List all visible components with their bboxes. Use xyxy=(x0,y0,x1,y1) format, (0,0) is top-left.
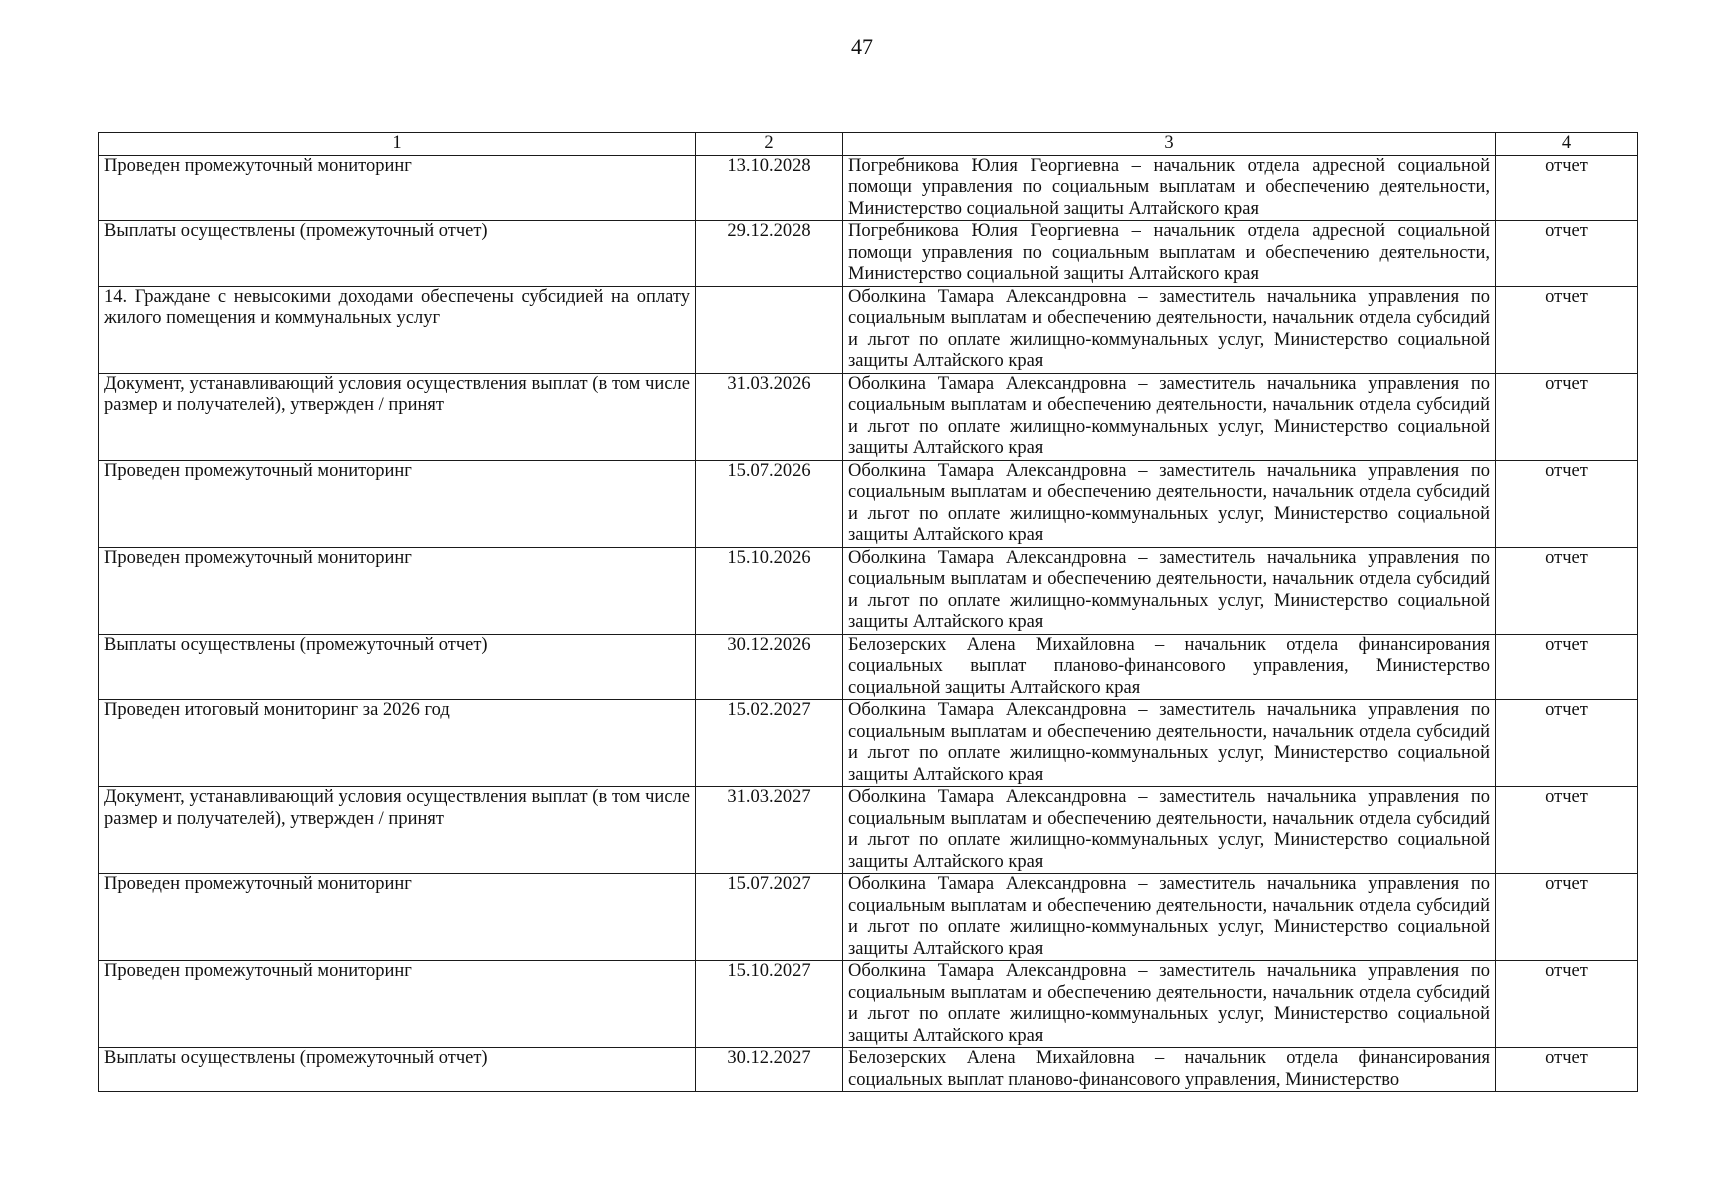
table-row xyxy=(99,155,1638,221)
date-cell: 13.10.2028 xyxy=(696,155,843,221)
event-cell: Документ, устанавливающий условия осуществления выплат (в том числе размер и получателей), утвержден / принят xyxy=(99,787,696,874)
responsible-cell: Оболкина Тамара Александровна – заместитель начальника управления по социальным выплатам и обеспечению деятельности, начальник отдела субсидий и льгот по оплате жилищно-коммунальных услуг, Министерство социальной защиты Алтайского края xyxy=(843,460,1496,547)
document-type-cell: отчет xyxy=(1496,460,1638,547)
date-cell: 15.10.2026 xyxy=(696,547,843,634)
document-type-cell: отчет xyxy=(1496,221,1638,287)
responsible-cell: Погребникова Юлия Георгиевна – начальник отдела адресной социальной помощи управления по социальным выплатам и обеспечению деятельности, Министерство социальной защиты Алтайского края xyxy=(843,155,1496,221)
responsible-cell: Оболкина Тамара Александровна – заместитель начальника управления по социальным выплатам и обеспечению деятельности, начальник отдела субсидий и льгот по оплате жилищно-коммунальных услуг, Министерство социальной защиты Алтайского края xyxy=(843,874,1496,961)
date-cell: 31.03.2026 xyxy=(696,373,843,460)
responsible-cell: Оболкина Тамара Александровна – заместитель начальника управления по социальным выплатам и обеспечению деятельности, начальник отдела субсидий и льгот по оплате жилищно-коммунальных услуг, Министерство социальной защиты Алтайского края xyxy=(843,961,1496,1048)
event-cell: Выплаты осуществлены (промежуточный отчет) xyxy=(99,634,696,700)
responsible-cell: Погребникова Юлия Георгиевна – начальник отдела адресной социальной помощи управления по социальным выплатам и обеспечению деятельности, Министерство социальной защиты Алтайского края xyxy=(843,221,1496,287)
responsible-text: Белозерских Алена Михайловна – начальник отдела финансирования социальных выплат планово-финансового управления, Министерство xyxy=(848,1048,1490,1090)
responsible-cell: Оболкина Тамара Александровна – заместитель начальника управления по социальным выплатам и обеспечению деятельности, начальник отдела субсидий и льгот по оплате жилищно-коммунальных услуг, Министерство социальной защиты Алтайского края xyxy=(843,787,1496,874)
date-cell: 15.10.2027 xyxy=(696,961,843,1048)
column-header-2: 2 xyxy=(696,133,843,156)
document-type-cell: отчет xyxy=(1496,787,1638,874)
event-cell: Проведен промежуточный мониторинг xyxy=(99,874,696,961)
responsible-cell: Оболкина Тамара Александровна – заместитель начальника управления по социальным выплатам и обеспечению деятельности, начальник отдела субсидий и льгот по оплате жилищно-коммунальных услуг, Министерство социальной защиты Алтайского края xyxy=(843,547,1496,634)
event-cell: Проведен промежуточный мониторинг xyxy=(99,155,696,221)
table-row xyxy=(99,286,1638,373)
event-cell: Проведен промежуточный мониторинг xyxy=(99,460,696,547)
responsible-cell xyxy=(843,1048,1496,1092)
document-type-cell: отчет xyxy=(1496,1048,1638,1092)
event-cell: Выплаты осуществлены (промежуточный отчет) xyxy=(99,221,696,287)
date-cell: 15.07.2027 xyxy=(696,874,843,961)
document-type-cell: отчет xyxy=(1496,286,1638,373)
table-row xyxy=(99,221,1638,287)
date-cell: 31.03.2027 xyxy=(696,787,843,874)
page-number: 47 xyxy=(851,34,873,59)
date-cell: 15.02.2027 xyxy=(696,700,843,787)
responsible-cell: Белозерских Алена Михайловна – начальник отдела финансирования социальных выплат планово-финансового управления, Министерство социальной защиты Алтайского края xyxy=(843,634,1496,700)
table-row xyxy=(99,787,1638,874)
document-type-cell: отчет xyxy=(1496,373,1638,460)
date-cell: 15.07.2026 xyxy=(696,460,843,547)
date-cell xyxy=(696,286,843,373)
table-row xyxy=(99,700,1638,787)
document-type-cell: отчет xyxy=(1496,155,1638,221)
table-row xyxy=(99,1048,1638,1092)
column-header-3: 3 xyxy=(843,133,1496,156)
table-row xyxy=(99,961,1638,1048)
event-cell: Проведен промежуточный мониторинг xyxy=(99,547,696,634)
event-cell: Документ, устанавливающий условия осуществления выплат (в том числе размер и получателей), утвержден / принят xyxy=(99,373,696,460)
event-cell: Проведен промежуточный мониторинг xyxy=(99,961,696,1048)
responsible-cell: Оболкина Тамара Александровна – заместитель начальника управления по социальным выплатам и обеспечению деятельности, начальник отдела субсидий и льгот по оплате жилищно-коммунальных услуг, Министерство социальной защиты Алтайского края xyxy=(843,286,1496,373)
column-header-1: 1 xyxy=(99,133,696,156)
event-cell: Выплаты осуществлены (промежуточный отчет) xyxy=(99,1048,696,1092)
table-row xyxy=(99,547,1638,634)
date-cell: 29.12.2028 xyxy=(696,221,843,287)
table-row xyxy=(99,874,1638,961)
responsible-cell: Оболкина Тамара Александровна – заместитель начальника управления по социальным выплатам и обеспечению деятельности, начальник отдела субсидий и льгот по оплате жилищно-коммунальных услуг, Министерство социальной защиты Алтайского края xyxy=(843,373,1496,460)
plan-table xyxy=(98,132,1638,1092)
document-type-cell: отчет xyxy=(1496,961,1638,1048)
column-header-4: 4 xyxy=(1496,133,1638,156)
document-type-cell: отчет xyxy=(1496,700,1638,787)
responsible-cell: Оболкина Тамара Александровна – заместитель начальника управления по социальным выплатам и обеспечению деятельности, начальник отдела субсидий и льгот по оплате жилищно-коммунальных услуг, Министерство социальной защиты Алтайского края xyxy=(843,700,1496,787)
table-row xyxy=(99,373,1638,460)
date-cell: 30.12.2026 xyxy=(696,634,843,700)
document-type-cell: отчет xyxy=(1496,547,1638,634)
event-cell: 14. Граждане с невысокими доходами обеспечены субсидией на оплату жилого помещения и коммунальных услуг xyxy=(99,286,696,373)
document-type-cell: отчет xyxy=(1496,634,1638,700)
table-row xyxy=(99,634,1638,700)
date-cell: 30.12.2027 xyxy=(696,1048,843,1092)
header-row xyxy=(99,133,1638,156)
document-type-cell: отчет xyxy=(1496,874,1638,961)
event-cell: Проведен итоговый мониторинг за 2026 год xyxy=(99,700,696,787)
table-row xyxy=(99,460,1638,547)
